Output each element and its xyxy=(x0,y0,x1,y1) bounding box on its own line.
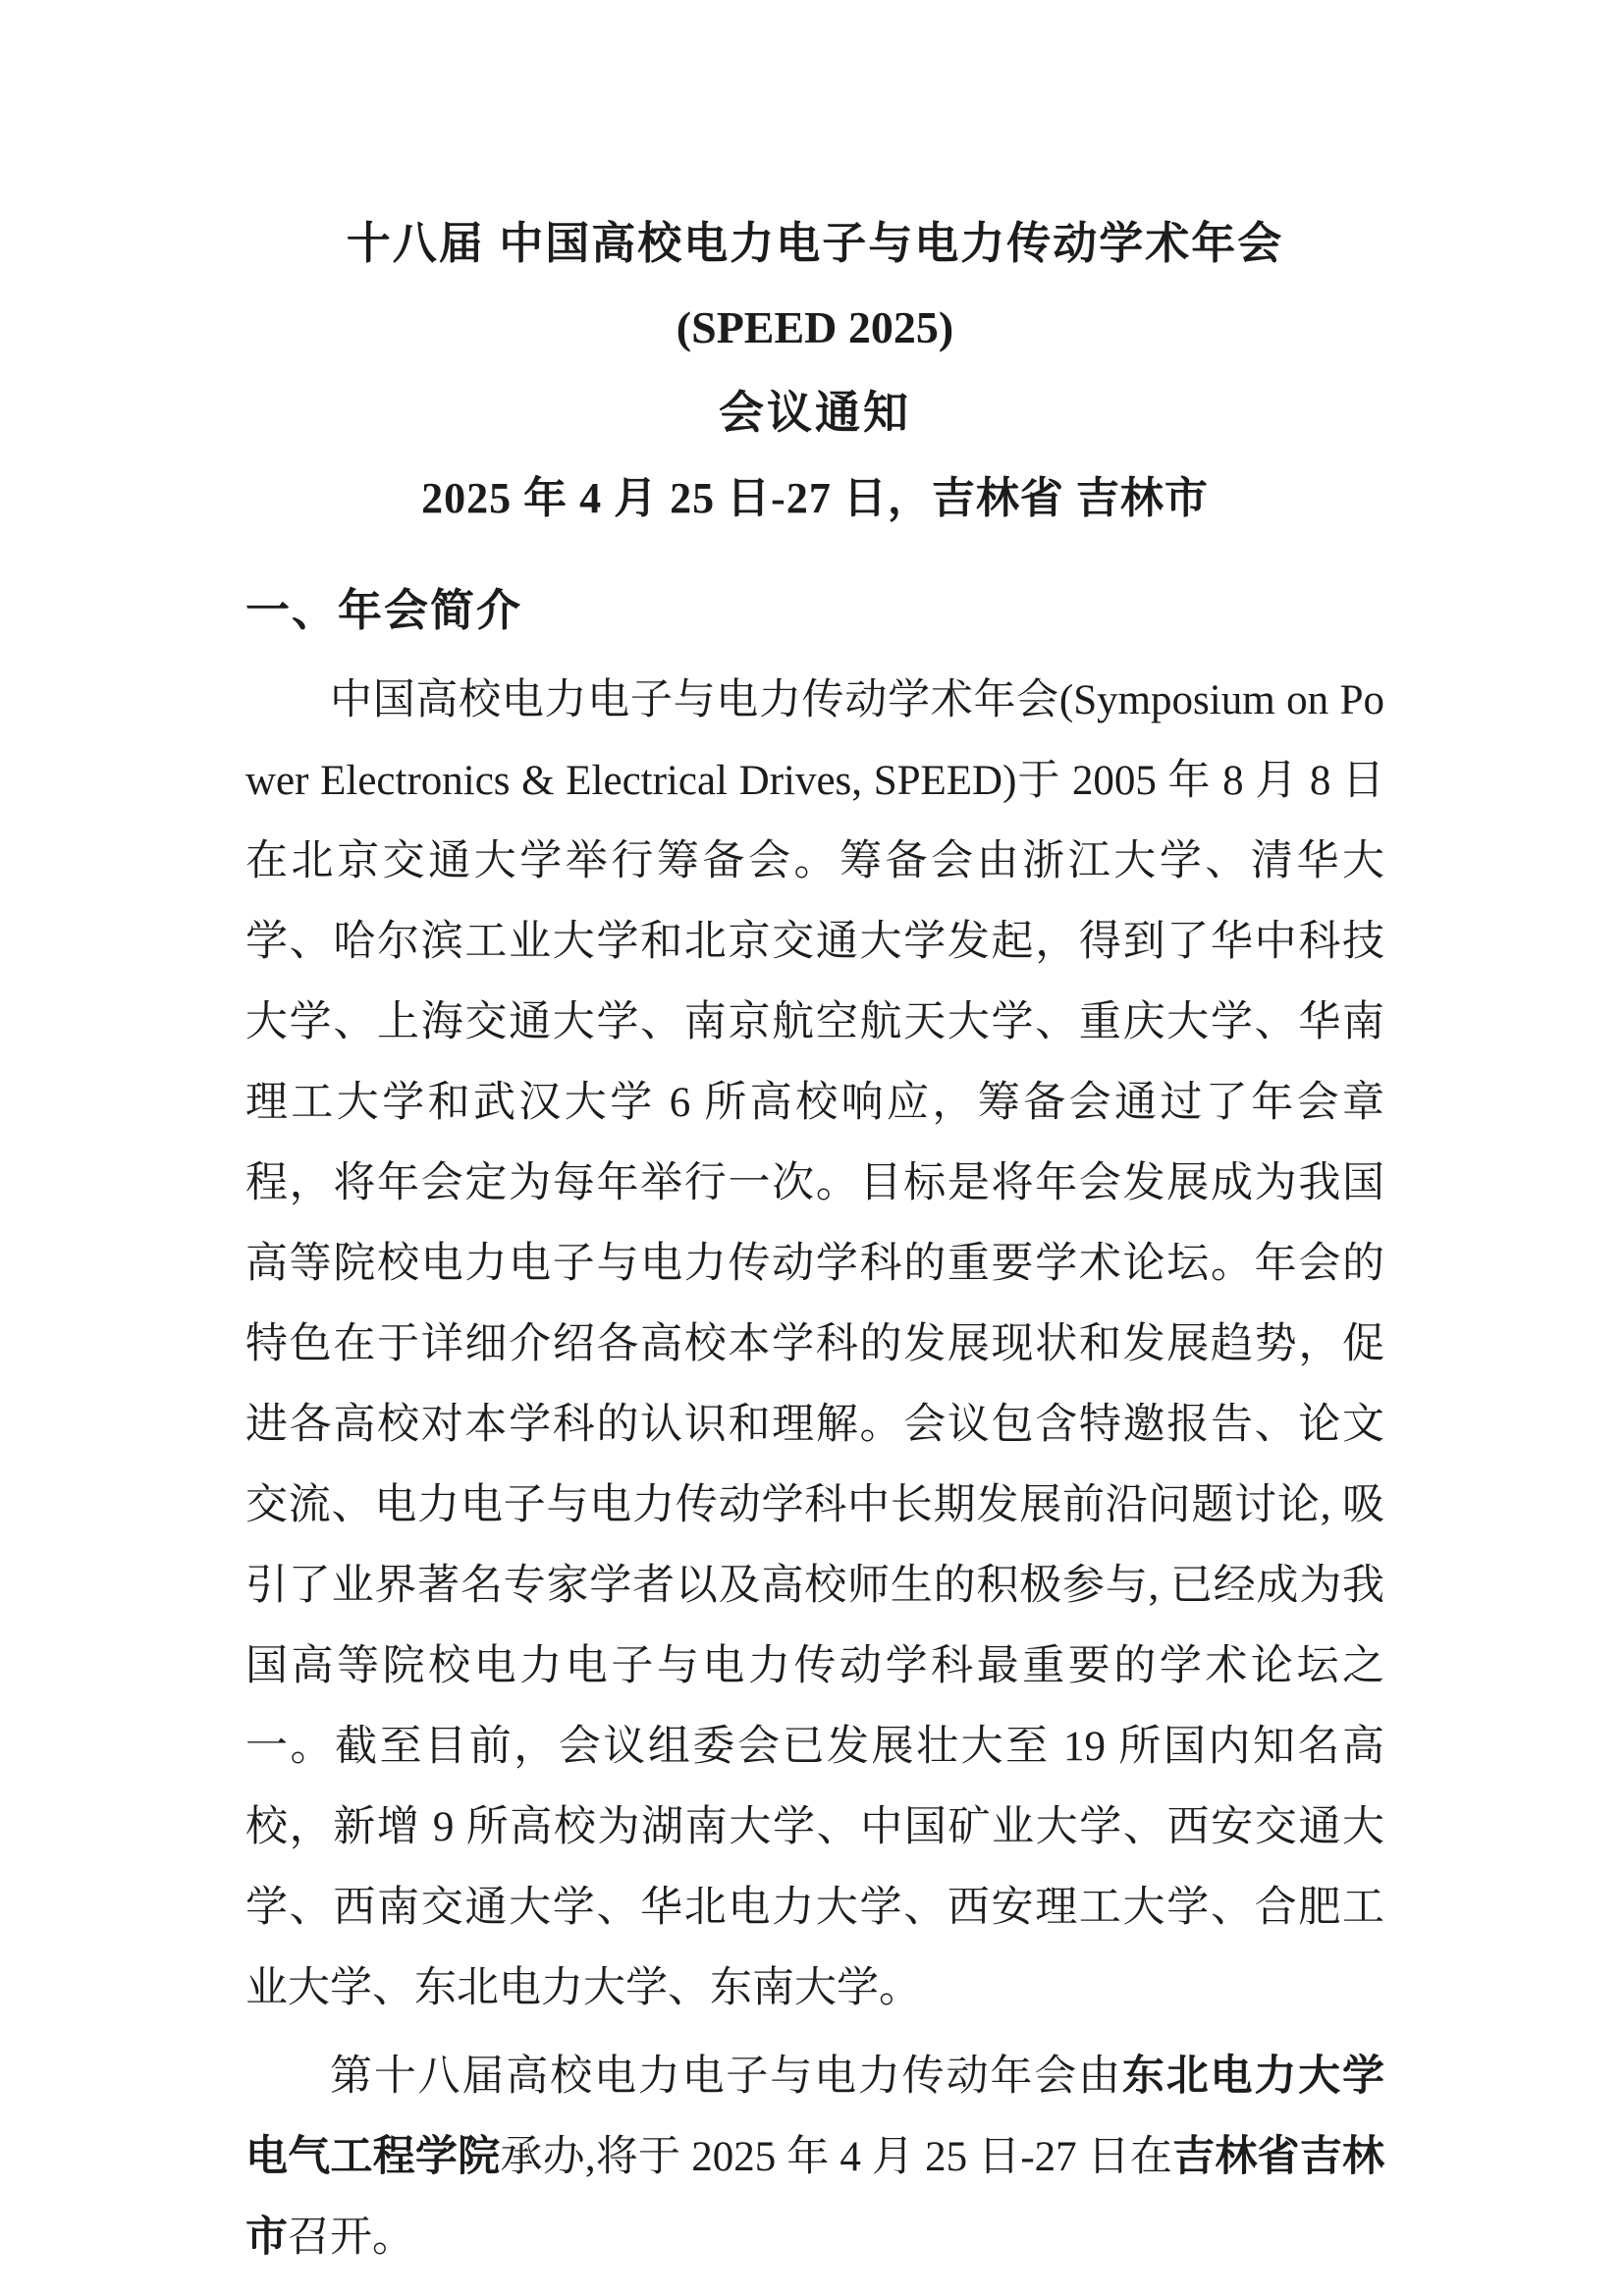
host-paragraph-run5: 召开。 xyxy=(288,2215,414,2261)
host-paragraph xyxy=(245,2037,1384,2278)
doc-title-line1: 十八届 中国高校电力电子与电力传动学术年会 xyxy=(346,218,1284,268)
doc-date-location: 2025 年 4 月 25 日-27 日，吉林省 吉林市 xyxy=(421,474,1209,522)
host-paragraph-run3: 承办,将于 2025 年 4 月 25 日-27 日在 xyxy=(500,2134,1173,2180)
doc-title-line2-speed-2025: (SPEED 2025) xyxy=(676,302,954,352)
host-paragraph-location-bold: 吉林省吉林市 xyxy=(245,2134,1385,2261)
host-paragraph-run1: 第十八届高校电力电子与电力传动年会由 xyxy=(330,2054,1122,2100)
section-heading-intro: 一、年会简介 xyxy=(245,585,523,635)
doc-title-line3-notice: 会议通知 xyxy=(719,387,911,438)
host-paragraph-host-college-bold: 东北电力大学电气工程学院 xyxy=(245,2054,1385,2180)
intro-paragraph: 中国高校电力电子与电力传动学术年会(Symposium on Power Electronics & Electrical Drives, SPEED)于 2005 年 8 月 8 日在北京交通大学举行筹备会。筹备会由浙江大学、清华大学、哈尔滨工业大学和北京交通大学发起，得到了华中科技大学、上海交通大学、南京航空航天大学、重庆大学、华南理工大学和武汉大学 6 所高校响应，筹备会通过了年会章程，将年会定为每年举行一次。目标是将年会发展成为我国高等院校电力电子与电力传动学科的重要学术论坛。年会的特色在于详细介绍各高校本学科的发展现状和发展趋势，促进各高校对本学科的认识和理解。会议包含特邀报告、论文交流、电力电子与电力传动学科中长期发展前沿问题讨论, 吸引了业界著名专家学者以及高校师生的积极参与, 已经成为我国高等院校电力电子与电力传动学科最重要的学术论坛之一。截至目前，会议组委会已发展壮大至 19 所国内知名高校，新增 9 所高校为湖南大学、中国矿业大学、西安交通大学、西南交通大学、华北电力大学、西安理工大学、合肥工业大学、东北电力大学、东南大学。 xyxy=(245,677,1384,2011)
